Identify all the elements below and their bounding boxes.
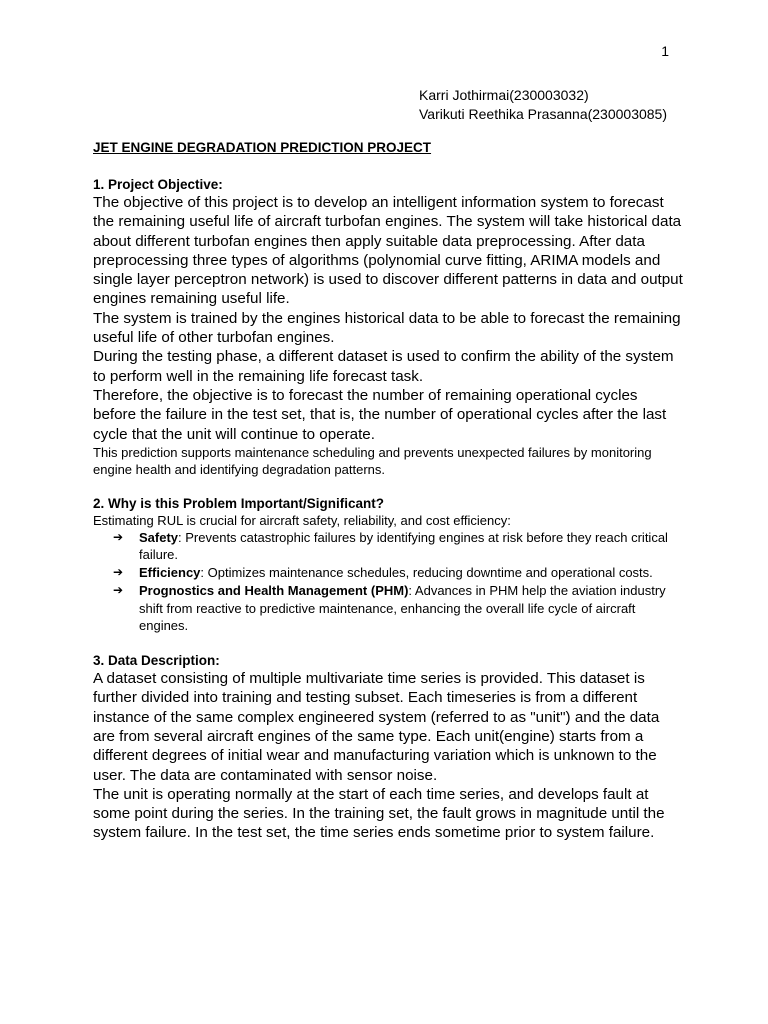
bullet-list <box>93 529 683 634</box>
section-heading: 2. Why is this Problem Important/Significant? <box>93 495 385 511</box>
arrow-bullet-icon: ➔ <box>113 583 124 598</box>
bullet-text: : Optimizes maintenance schedules, reducing downtime and operational costs. <box>200 565 653 581</box>
bullet-text: : Prevents catastrophic failures by identifying engines at risk before they reach critical failure. <box>139 529 668 563</box>
section-significance <box>93 495 683 634</box>
arrow-bullet-icon: ➔ <box>113 529 124 544</box>
bullet-text: : Advances in PHM help the aviation industry shift from reactive to predictive maintenance, enhancing the overall life cycle of aircraft engines. <box>139 583 666 633</box>
section-data-description <box>93 652 683 843</box>
author-line: Karri Jothirmai(230003032) <box>419 87 589 103</box>
arrow-bullet-icon: ➔ <box>113 565 124 580</box>
paragraph: A dataset consisting of multiple multivariate time series is provided. This dataset is further divided into training and testing subset. Each timeseries is from a different instance of the same complex engineered system (referred to as "unit") and the data are from several aircraft engines of the same type. Each unit(engine) starts from a different degrees of initial wear and manufacturing variation which is unknown to the user. The data are contaminated with sensor noise. <box>93 670 660 784</box>
paragraph: Therefore, the objective is to forecast the number of remaining operational cycles before the failure in the test set, that is, the number of operational cycles after the last cycle that the unit will continue to operate. <box>93 386 667 443</box>
list-item <box>113 582 683 634</box>
list-item <box>113 529 683 563</box>
section-heading: 1. Project Objective: <box>93 177 223 192</box>
section-heading: 3. Data Description: <box>93 653 220 669</box>
paragraph: The system is trained by the engines historical data to be able to forecast the remaining useful life of other turbofan engines. <box>93 309 681 347</box>
section-project-objective <box>93 176 683 478</box>
list-item <box>113 564 683 581</box>
bullet-term: Prognostics and Health Management (PHM) <box>139 583 409 599</box>
document-body <box>93 139 683 843</box>
bullet-term: Safety <box>139 529 179 545</box>
paragraph: The objective of this project is to develop an intelligent information system to forecast the remaining useful life of aircraft turbofan engines. The system will take historical data about different turbofan engines then apply suitable data preprocessing. After data preprocessing three types of algorithms (polynomial curve fitting, ARIMA models and single layer perceptron network) is used to discover different patterns in data and output engines remaining useful life. <box>93 194 683 308</box>
paragraph: During the testing phase, a different dataset is used to confirm the ability of the system to perform well in the remaining life forecast task. <box>93 348 674 385</box>
author-block <box>419 86 667 124</box>
author-line: Varikuti Reethika Prasanna(230003085) <box>419 106 668 122</box>
paragraph: The unit is operating normally at the start of each time series, and develops fault at some point during the series. In the training set, the fault grows in magnitude until the system failure. In the test set, the time series ends sometime prior to system failure. <box>93 785 665 842</box>
page-number: 1 <box>661 43 669 59</box>
paragraph: Estimating RUL is crucial for aircraft safety, reliability, and cost efficiency: <box>93 512 511 528</box>
paragraph-note: This prediction supports maintenance scheduling and prevents unexpected failures by monitoring engine health and identifying degradation patterns. <box>93 444 652 477</box>
bullet-term: Efficiency <box>139 565 201 581</box>
document-title: JET ENGINE DEGRADATION PREDICTION PROJECT <box>93 140 432 155</box>
